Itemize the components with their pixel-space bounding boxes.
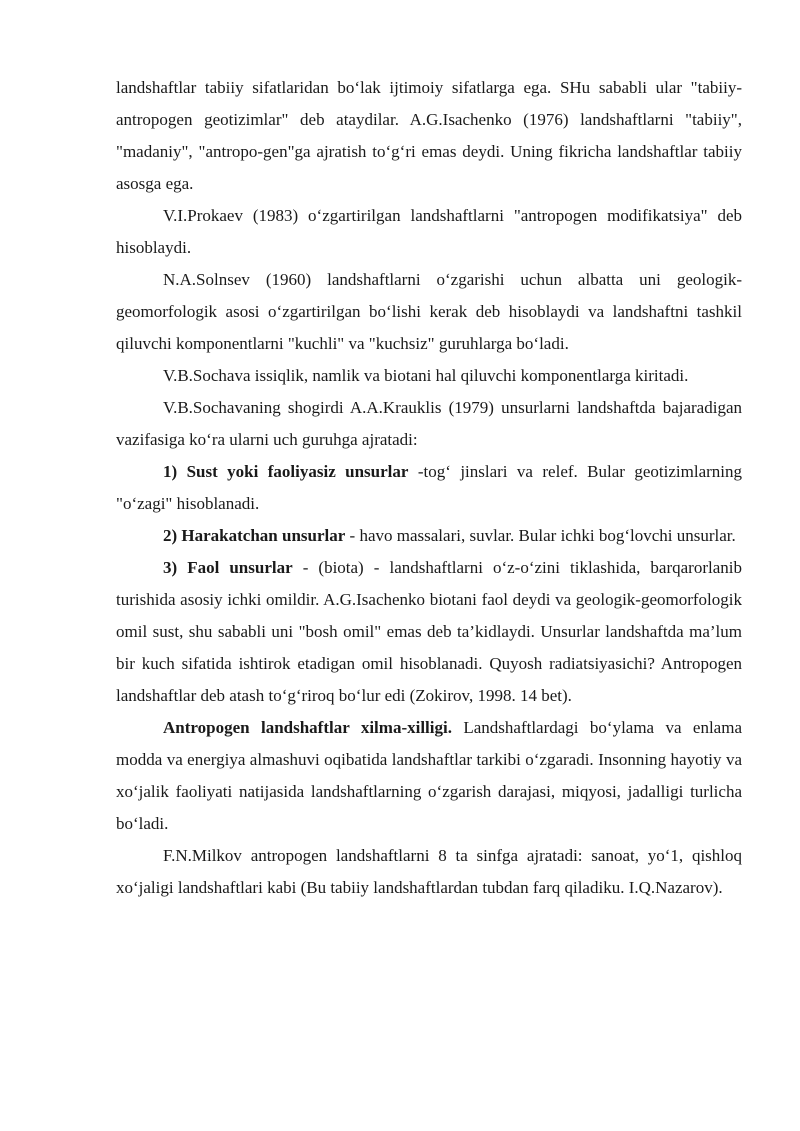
paragraph-6	[116, 456, 742, 520]
paragraph-10-text: F.N.Milkov antropogen landshaftlarni 8 ta sinfga ajratadi: sanoat, yo‘1, qishloq xo‘jaligi landshaftlari kabi (Bu tabiiy landshaftlardan tubdan farq qiladiku. I.Q.Nazarov).	[116, 846, 742, 897]
paragraph-2-text: V.I.Prokaev (1983) o‘zgartirilgan landshaftlarni "antropogen modifikatsiya" deb hisoblaydi.	[116, 206, 742, 257]
paragraph-4-text: V.B.Sochava issiqlik, namlik va biotani hal qiluvchi komponentlarga kiritadi.	[163, 366, 689, 385]
paragraph-3-text: N.A.Solnsev (1960) landshaftlarni o‘zgarishi uchun albatta uni geologik-geomorfologik asosi o‘zgartirilgan bo‘lishi kerak deb hisoblaydi va landshaftni tashkil qiluvchi komponentlarni "kuchli" va "kuchsiz" guruhlarga bo‘ladi.	[116, 270, 742, 353]
paragraph-5	[116, 392, 742, 456]
paragraph-4	[116, 360, 742, 392]
paragraph-1	[116, 72, 742, 200]
document-body	[116, 72, 742, 904]
paragraph-9-bold: Antropogen landshaftlar xilma-xilligi.	[163, 718, 452, 737]
paragraph-10	[116, 840, 742, 904]
paragraph-9	[116, 712, 742, 840]
paragraph-7-text: - havo massalari, suvlar. Bular ichki bog‘lovchi unsurlar.	[345, 526, 736, 545]
paragraph-5-text: V.B.Sochavaning shogirdi A.A.Krauklis (1979) unsurlarni landshaftda bajaradigan vazifasiga ko‘ra ularni uch guruhga ajratadi:	[116, 398, 742, 449]
paragraph-1-text: landshaftlar tabiiy sifatlaridan bo‘lak ijtimoiy sifatlarga ega. SHu sababli ular "tabiiy-antropogen geotizimlar" deb ataydilar. A.G.Isachenko (1976) landshaftlarni "tabiiy", "madaniy", "antropo-gen"ga ajratish to‘g‘ri emas deydi. Uning fikricha landshaftlar tabiiy asosga ega.	[116, 78, 742, 193]
paragraph-7	[116, 520, 742, 552]
paragraph-7-bold: 2) Harakatchan unsurlar	[163, 526, 346, 545]
paragraph-6-bold: 1) Sust yoki faoliyasiz unsurlar	[163, 462, 409, 481]
paragraph-8	[116, 552, 742, 712]
paragraph-8-bold: 3) Faol unsurlar	[163, 558, 293, 577]
paragraph-8-text: - (biota) - landshaftlarni o‘z-o‘zini tiklashida, barqarorlanib turishida asosiy ichki omildir. A.G.Isachenko biotani faol deydi va geologik-geomorfologik omil sust, shu sababli uni "bosh omil" emas deb ta’kidlaydi. Unsurlar landshaftda ma’lum bir kuch sifatida ishtirok etadigan omil hisoblanadi. Quyosh radiatsiyasichi? Antropogen landshaftlar deb atash to‘g‘riroq bo‘lur edi (Zokirov, 1998. 14 bet).	[116, 558, 742, 705]
paragraph-2	[116, 200, 742, 264]
paragraph-3	[116, 264, 742, 360]
paragraph-9-text: Landshaftlardagi bo‘ylama va enlama modda va energiya almashuvi oqibatida landshaftlar tarkibi o‘zgaradi. Insonning hayotiy va xo‘jalik faoliyati natijasida landshaftlarning o‘zgarish darajasi, miqyosi, jadalligi turlicha bo‘ladi.	[116, 718, 742, 833]
paragraph-6-text: -tog‘ jinslari va relef. Bular geotizimlarning "o‘zagi" hisoblanadi.	[116, 462, 742, 513]
